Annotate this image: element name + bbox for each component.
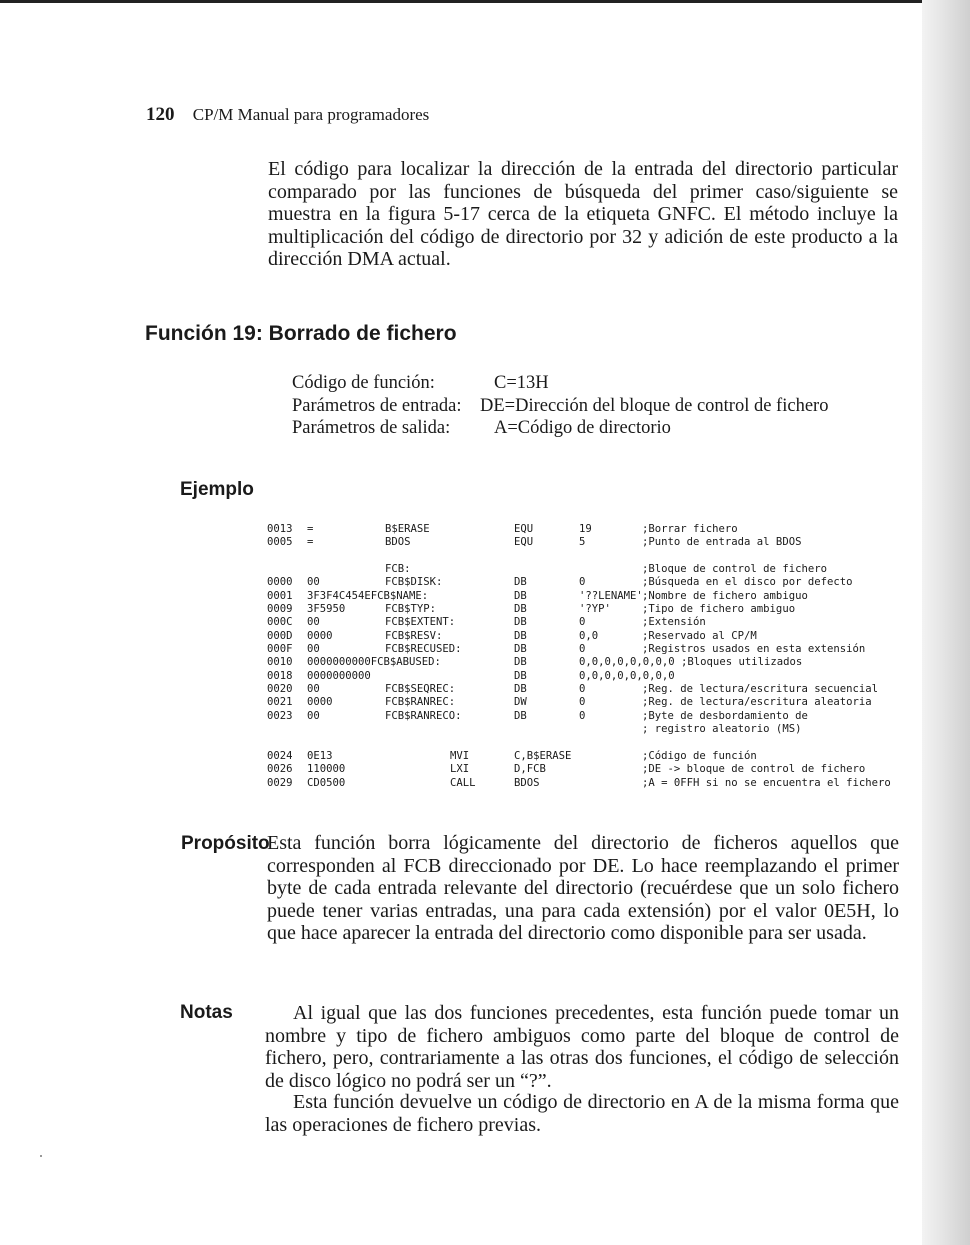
param-value: C=13H: [494, 373, 549, 393]
code-comment: ;Búsqueda en el disco por defecto: [642, 576, 853, 589]
code-line: [267, 616, 927, 629]
code-obj: =: [307, 523, 314, 535]
code-arg: 0: [579, 696, 586, 709]
param-value: DE=Dirección del bloque de control de fichero: [480, 395, 829, 416]
code-line: [267, 696, 927, 709]
code-op: DB: [514, 643, 527, 656]
notas-paragraph-1: [265, 1002, 899, 1092]
param-row: [292, 417, 828, 440]
code-comment: ; registro aleatorio (MS): [642, 723, 802, 736]
code-addr: 0009: [267, 603, 293, 616]
code-op: DW: [514, 696, 527, 709]
code-addr: 000F: [267, 643, 293, 656]
section-label-ejemplo: Ejemplo: [180, 479, 254, 500]
code-arg: '?YP': [579, 603, 611, 616]
code-addr: 0024: [267, 749, 293, 762]
code-comment: ;DE -> bloque de control de fichero: [642, 763, 866, 776]
section-label-proposito: Propósito: [181, 833, 270, 854]
code-line: [267, 763, 927, 776]
code-label: FCB$RANRECO:: [385, 709, 462, 722]
code-mn: CALL: [450, 776, 476, 789]
param-label: Parámetros de entrada:: [292, 395, 462, 416]
code-obj: 0E13: [307, 749, 333, 762]
code-line: [267, 723, 927, 736]
code-obj: 00: [307, 576, 320, 589]
code-addr: 0018: [267, 669, 293, 682]
code-line: [267, 590, 927, 603]
code-line: [267, 670, 927, 683]
param-label: Parámetros de salida:: [292, 418, 451, 438]
code-comment: ;Extensión: [642, 616, 706, 629]
code-arg: 0: [579, 616, 586, 629]
section-label-notas: Notas: [180, 1002, 233, 1023]
code-comment: ;A = 0FFH si no se encuentra el fichero: [642, 776, 891, 789]
code-obj: 00: [307, 683, 320, 696]
code-label: FCB:: [385, 563, 411, 576]
code-label: FCB$RESV:: [385, 629, 443, 642]
function-parameters: [292, 372, 828, 440]
code-comment: ;Nombre de fichero ambiguo: [642, 589, 808, 602]
param-value: A=Código de directorio: [494, 418, 671, 438]
page-number: 120: [146, 104, 175, 125]
proposito-paragraph: Esta función borra lógicamente del directorio de ficheros aquellos que corresponden al FCB direccionado por DE. Lo hace reemplazando el primer byte de cada entrada relevante del directorio (recuérdese que un solo fichero puede tener varias entradas, una para cada extensión) por el valor 0E5H, lo que hace aparecer la entrada del directorio como disponible para ser usada.: [267, 832, 899, 944]
param-row: [292, 395, 828, 418]
code-op: DB: [514, 616, 527, 629]
code-arg: 0: [579, 576, 586, 589]
code-arg: '??LENAME': [579, 589, 643, 602]
code-addr: 0021: [267, 696, 293, 709]
code-addr: 0000: [267, 576, 293, 589]
code-addr: 0026: [267, 763, 293, 776]
code-line: [267, 523, 927, 536]
param-label: Código de función:: [292, 373, 435, 393]
notas-paragraph-2: [265, 1091, 899, 1136]
code-comment: ;Registros usados en esta extensión: [642, 643, 866, 656]
code-line: [267, 683, 927, 696]
code-comment: ;Bloque de control de fichero: [642, 563, 827, 576]
code-op: EQU: [514, 536, 534, 549]
intro-paragraph: El código para localizar la dirección de la entrada del directorio particular comparado por las funciones de búsqueda del primer caso/siguiente se muestra en la figura 5-17 cerca de la etiqueta GNFC. El método incluye la multiplicación del código de directorio por 32 y adición de este producto a la dirección DMA actual.: [268, 158, 898, 270]
page-top-edge: [0, 0, 970, 3]
code-comment: ;Tipo de fichero ambiguo: [642, 603, 796, 616]
code-arg: 0,0,0,0,0,0,0,0 ;Bloques utilizados: [579, 656, 803, 669]
code-line: [267, 643, 927, 656]
code-line: [267, 630, 927, 643]
code-label: FCB$RANREC:: [385, 696, 456, 709]
code-line: [267, 563, 927, 576]
code-mn: MVI: [450, 749, 470, 762]
code-obj: 00: [307, 709, 320, 722]
code-line: [267, 576, 927, 589]
code-label: FCB$RECUSED:: [385, 643, 462, 656]
code-label: FCB$SEQREC:: [385, 683, 456, 696]
code-label: B$ERASE: [385, 523, 430, 535]
code-op: DB: [514, 656, 527, 669]
code-label: BDOS: [385, 536, 411, 549]
code-op: DB: [514, 629, 527, 642]
code-line: [267, 750, 927, 763]
code-addr: 0029: [267, 776, 293, 789]
notas-text-2: Esta función devuelve un código de directorio en A de la misma forma que las operaciones de fichero previas.: [265, 1091, 899, 1136]
code-addr: 0023: [267, 709, 293, 722]
code-comment: ;Byte de desbordamiento de: [642, 709, 808, 722]
code-op: DB: [514, 683, 527, 696]
code-line: [267, 710, 927, 723]
code-comment: ;Reservado al CP/M: [642, 629, 757, 642]
code-listing: [267, 523, 927, 790]
code-label: FCB$EXTENT:: [385, 616, 456, 629]
code-op: DB: [514, 603, 527, 616]
code-comment: ;Borrar fichero: [642, 523, 738, 535]
code-obj: 0000000000FCB$ABUSED:: [307, 656, 441, 669]
code-addr: 0001: [267, 589, 293, 602]
header-title: CP/M Manual para programadores: [192, 105, 430, 124]
code-line: [267, 777, 927, 790]
code-addr: 000C: [267, 616, 293, 629]
code-obj: 0000: [307, 629, 333, 642]
code-op: DB: [514, 589, 527, 602]
code-arg: 0: [579, 709, 586, 722]
code-comment: ;Reg. de lectura/escritura secuencial: [642, 683, 878, 696]
code-op: BDOS: [514, 776, 540, 789]
code-obj: 3F5950: [307, 603, 346, 616]
page-binding-edge: [922, 0, 970, 1245]
code-mn: LXI: [450, 763, 470, 776]
code-line: [267, 603, 927, 616]
code-line: [267, 656, 927, 669]
code-arg: 0: [579, 683, 586, 696]
code-comment: ;Código de función: [642, 749, 757, 762]
code-op: DB: [514, 576, 527, 589]
running-header: [146, 104, 429, 126]
section-heading: Función 19: Borrado de fichero: [145, 322, 457, 345]
param-row: [292, 372, 828, 395]
code-obj: 0000000000: [307, 669, 371, 682]
notas-text-1: Al igual que las dos funciones precedentes, esta función puede tomar un nombre y tipo de fichero ambiguos como parte del bloque de control de fichero, pero, contrariamente a las otras dos funciones, el código de selección de disco lógico no podrá ser un “?”.: [265, 1002, 899, 1092]
code-arg: 19: [579, 523, 592, 535]
code-obj: 00: [307, 616, 320, 629]
code-addr: 0013: [267, 523, 293, 535]
code-obj: 110000: [307, 763, 346, 776]
code-arg: 0,0,0,0,0,0,0,0: [579, 669, 675, 682]
code-obj: 00: [307, 643, 320, 656]
code-op: D,FCB: [514, 763, 546, 776]
code-addr: 000D: [267, 629, 293, 642]
code-arg: 0: [579, 643, 586, 656]
code-arg: 5: [579, 536, 586, 549]
code-op: C,B$ERASE: [514, 749, 572, 762]
code-label: FCB$TYP:: [385, 603, 437, 616]
page-speck: [40, 1155, 42, 1157]
code-obj: =: [307, 536, 314, 549]
code-op: EQU: [514, 523, 534, 535]
code-line: [267, 536, 927, 549]
code-label: FCB$DISK:: [385, 576, 443, 589]
code-comment: ;Reg. de lectura/escritura aleatoria: [642, 696, 872, 709]
code-obj: 3F3F4C454EFCB$NAME:: [307, 589, 429, 602]
code-arg: 0,0: [579, 629, 599, 642]
code-comment: ;Punto de entrada al BDOS: [642, 536, 802, 549]
code-obj: 0000: [307, 696, 333, 709]
code-op: DB: [514, 669, 527, 682]
code-obj: CD0500: [307, 776, 346, 789]
code-addr: 0005: [267, 536, 293, 549]
code-addr: 0010: [267, 656, 293, 669]
code-addr: 0020: [267, 683, 293, 696]
code-op: DB: [514, 709, 527, 722]
